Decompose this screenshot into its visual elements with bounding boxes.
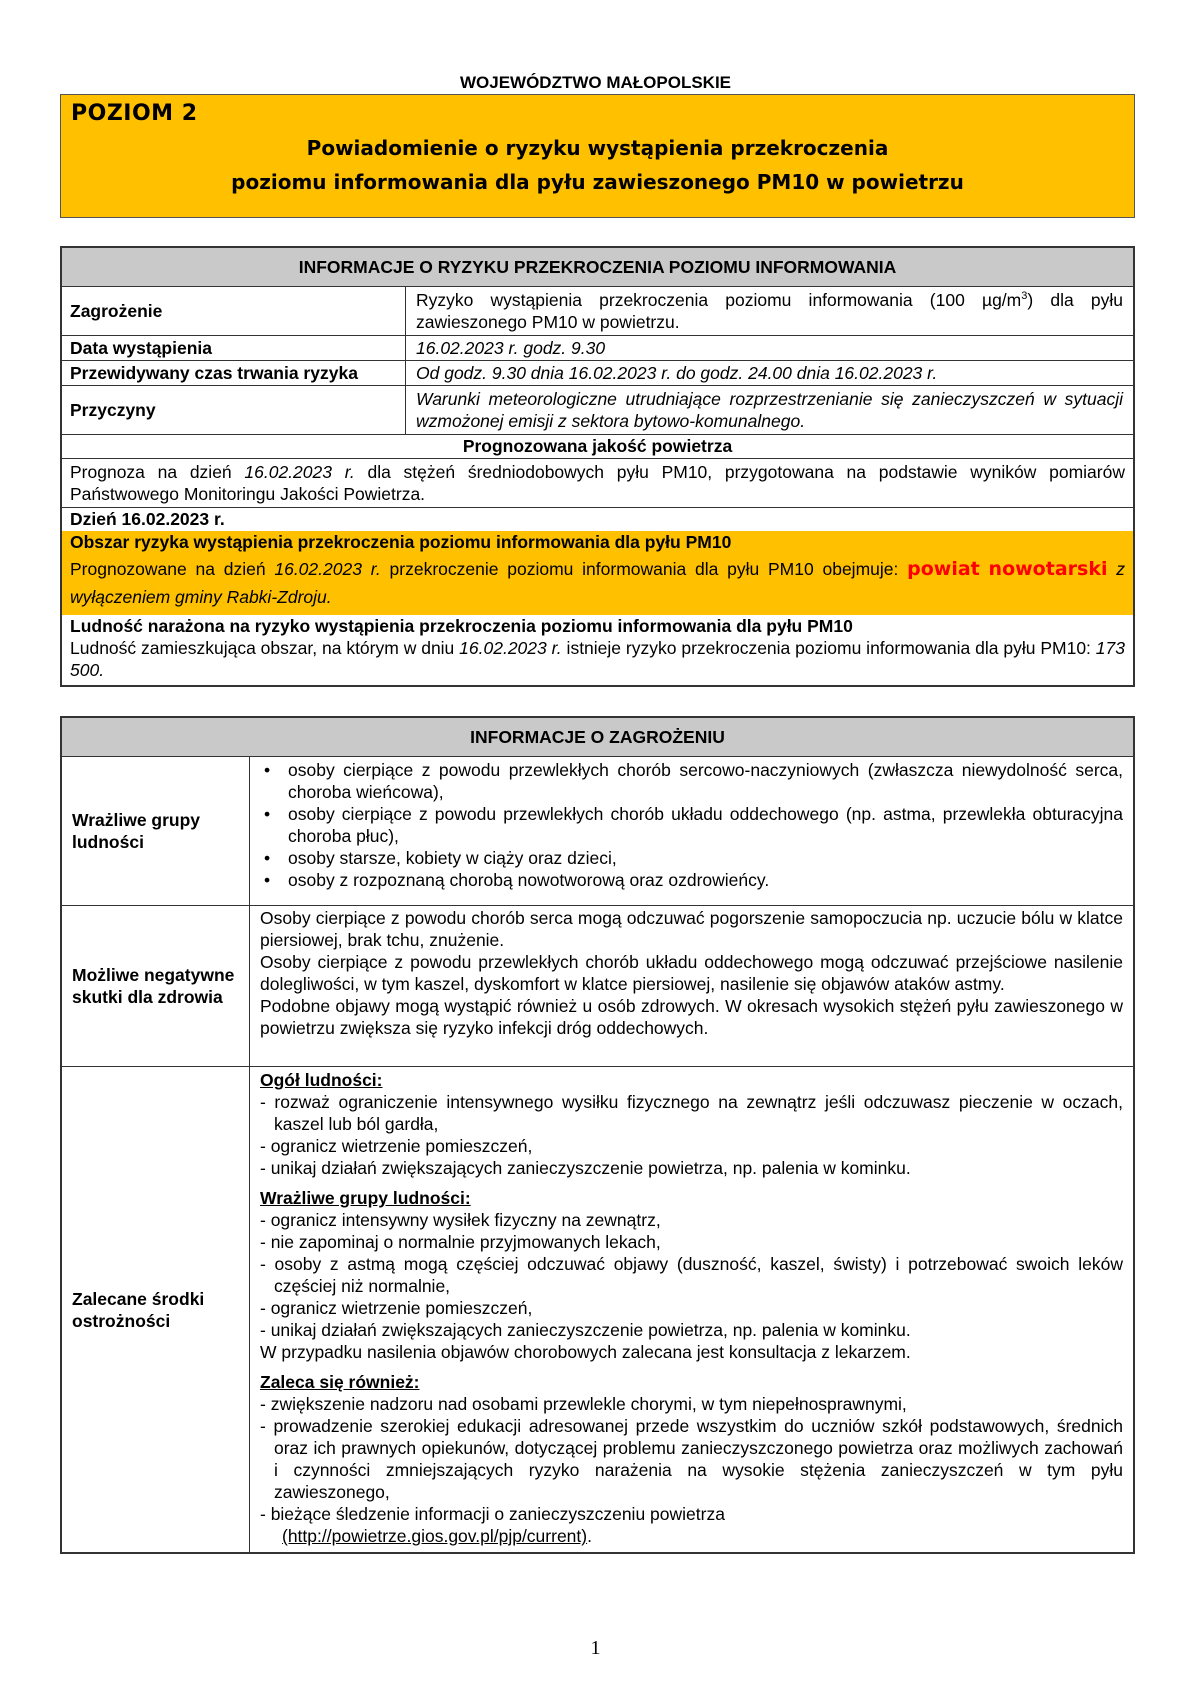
effects-paragraph-1: Osoby cierpiące z powodu chorób serca mogą odczuwać pogorszenie samopoczucia np. uczucie bólu w klatce piersiowej, brak tchu, znużenie. bbox=[260, 908, 1123, 950]
alert-title-line1: Powiadomienie o ryzyku wystąpienia przekroczenia bbox=[306, 136, 889, 160]
population-text: Ludność zamieszkująca obszar, na którym w dniu 16.02.2023 r. istnieje ryzyko przekroczenia poziomu informowania dla pyłu PM10: 173 500. bbox=[70, 638, 1125, 680]
list-item: - rozważ ograniczenie intensywnego wysiłku fizycznego na zewnątrz jeśli odczuwasz pieczenie w oczach, kaszel lub ból gardła, bbox=[260, 1092, 1123, 1134]
date-label: Data wystąpienia bbox=[62, 336, 406, 360]
forecast-header: Prognozowana jakość powietrza bbox=[62, 435, 1133, 459]
causes-label: Przyczyny bbox=[62, 386, 406, 434]
alert-level: POZIOM 2 bbox=[71, 101, 198, 126]
general-title: Ogół ludności: bbox=[260, 1070, 383, 1090]
tracking-item: - bieżące śledzenie informacji o zanieczyszczeniu powietrza bbox=[260, 1504, 725, 1524]
list-item: - ogranicz wietrzenie pomieszczeń, bbox=[260, 1136, 533, 1156]
measures-text bbox=[250, 1067, 1133, 1552]
vulnerable-list bbox=[250, 757, 1133, 905]
threat-table-header: INFORMACJE O ZAGROŻENIU bbox=[62, 718, 1133, 757]
duration-row bbox=[62, 361, 1133, 386]
population-header: Ludność narażona na ryzyko wystąpienia przekroczenia poziomu informowania dla pyłu PM10 bbox=[70, 616, 853, 636]
list-item: • osoby starsze, kobiety w ciąży oraz dzieci, bbox=[260, 847, 1123, 869]
list-item: - unikaj działań zwiększających zanieczyszczenie powietrza, np. palenia w kominku. bbox=[260, 1158, 911, 1178]
effects-text bbox=[250, 906, 1133, 1066]
list-item: • osoby z rozpoznaną chorobą nowotworową oraz ozdrowieńcy. bbox=[260, 869, 1123, 891]
duration-label: Przewidywany czas trwania ryzyka bbox=[62, 361, 406, 385]
date-row bbox=[62, 336, 1133, 361]
measures-row bbox=[62, 1067, 1133, 1552]
vulnerable-row bbox=[62, 757, 1133, 906]
day-label: Dzień 16.02.2023 r. bbox=[70, 509, 225, 529]
effects-label: Możliwe negatywne skutki dla zdrowia bbox=[62, 906, 250, 1066]
alert-title-line2: poziomu informowania dla pyłu zawieszonego PM10 w powietrzu bbox=[231, 170, 964, 194]
effects-paragraph-3: Podobne objawy mogą wystąpić również u osób zdrowych. W okresach wysokich stężeń pyłu zawieszonego w powietrzu zwiększa się ryzyko infekcji dróg oddechowych. bbox=[260, 996, 1123, 1038]
sensitive-title: Wrażliwe grupy ludności: bbox=[260, 1188, 471, 1208]
effects-paragraph-2: Osoby cierpiące z powodu przewlekłych chorób układu oddechowego mogą odczuwać przejściowe nasilenie dolegliwości, w tym kaszel, dyskomfort w klatce piersiowej, nasilenie się objawów ataków astmy. bbox=[260, 952, 1123, 994]
region-header: WOJEWÓDZTWO MAŁOPOLSKIE bbox=[459, 73, 732, 92]
alert-banner bbox=[60, 94, 1135, 218]
risk-table-header: INFORMACJE O RYZYKU PRZEKROCZENIA POZIOMU INFORMOWANIA bbox=[62, 248, 1133, 287]
causes-value: Warunki meteorologiczne utrudniające rozprzestrzenianie się zanieczyszczeń w sytuacji wzmożonej emisji z sektora bytowo-komunalnego. bbox=[416, 389, 1123, 431]
risk-area-section bbox=[62, 531, 1133, 615]
list-item: - nie zapominaj o normalnie przyjmowanych lekach, bbox=[260, 1232, 661, 1252]
risk-table bbox=[60, 246, 1135, 687]
measures-label: Zalecane środki ostrożności bbox=[62, 1067, 250, 1552]
threat-value: Ryzyko wystąpienia przekroczenia poziomu informowania (100 $\mu g/m^3$) dla pyłu zawieszonego PM10 w powietrzu. bbox=[416, 290, 1123, 332]
list-item: - zwiększenie nadzoru nad osobami przewlekle chorymi, w tym niepełnosprawnymi, bbox=[260, 1394, 907, 1414]
area-header: Obszar ryzyka wystąpienia przekroczenia poziomu informowania dla pyłu PM10 bbox=[70, 532, 732, 552]
list-item: • osoby cierpiące z powodu przewlekłych chorób sercowo-naczyniowych (zwłaszcza niewydolność serca, choroba wieńcowa), bbox=[260, 759, 1123, 803]
list-item: - ogranicz intensywny wysiłek fizyczny na zewnątrz, bbox=[260, 1210, 661, 1230]
county-name-2: nowotarski bbox=[988, 558, 1108, 580]
duration-value: Od godz. 9.30 dnia 16.02.2023 r. do godz. 24.00 dnia 16.02.2023 r. bbox=[416, 363, 938, 383]
list-item: - osoby z astmą mogą częściej odczuwać objawy (duszność, kaszel, świsty) i potrzebować swoich leków częściej niż normalnie, bbox=[260, 1254, 1123, 1296]
gios-link[interactable]: (http://powietrze.gios.gov.pl/pjp/current) bbox=[282, 1526, 588, 1546]
doctor-note: W przypadku nasilenia objawów chorobowych zalecana jest konsultacja z lekarzem. bbox=[260, 1342, 911, 1362]
date-value: 16.02.2023 r. godz. 9.30 bbox=[416, 338, 606, 358]
area-text: Prognozowane na dzień 16.02.2023 r. przekroczenie poziomu informowania dla pyłu PM10 obejmuje: powiat nowotarski z wyłączeniem gminy Rabki-Zdroju. bbox=[70, 558, 1125, 607]
also-title: Zaleca się również: bbox=[260, 1372, 420, 1392]
vulnerable-label: Wrażliwe grupy ludności bbox=[62, 757, 250, 905]
tracking-link-line: (http://powietrze.gios.gov.pl/pjp/current). bbox=[282, 1526, 592, 1546]
forecast-text: Prognoza na dzień 16.02.2023 r. dla stężeń średniodobowych pyłu PM10, przygotowana na podstawie wyników pomiarów Państwowego Monitoringu Jakości Powietrza. bbox=[62, 459, 1133, 508]
effects-row bbox=[62, 906, 1133, 1067]
threat-label: Zagrożenie bbox=[62, 287, 406, 335]
threat-table bbox=[60, 716, 1135, 1554]
causes-row bbox=[62, 386, 1133, 435]
list-item: - unikaj działań zwiększających zanieczyszczenie powietrza, np. palenia w kominku. bbox=[260, 1320, 911, 1340]
threat-row bbox=[62, 287, 1133, 336]
county-name-1: powiat bbox=[907, 558, 980, 580]
list-item: - prowadzenie szerokiej edukacji adresowanej przede wszystkim do uczniów szkół podstawowych, średnich oraz ich prawnych opiekunów, dotyczącej problemu zanieczyszczonego powietrza oraz możliwych zachowań i czynności zmniejszających ryzyko narażenia na wysokie stężenia zanieczyszczeń w tym pyłu zawieszonego, bbox=[260, 1416, 1123, 1502]
list-item: • osoby cierpiące z powodu przewlekłych chorób układu oddechowego (np. astma, przewlekła obturacyjna choroba płuc), bbox=[260, 803, 1123, 847]
page-number: 1 bbox=[590, 1637, 601, 1659]
list-item: - ogranicz wietrzenie pomieszczeń, bbox=[260, 1298, 533, 1318]
